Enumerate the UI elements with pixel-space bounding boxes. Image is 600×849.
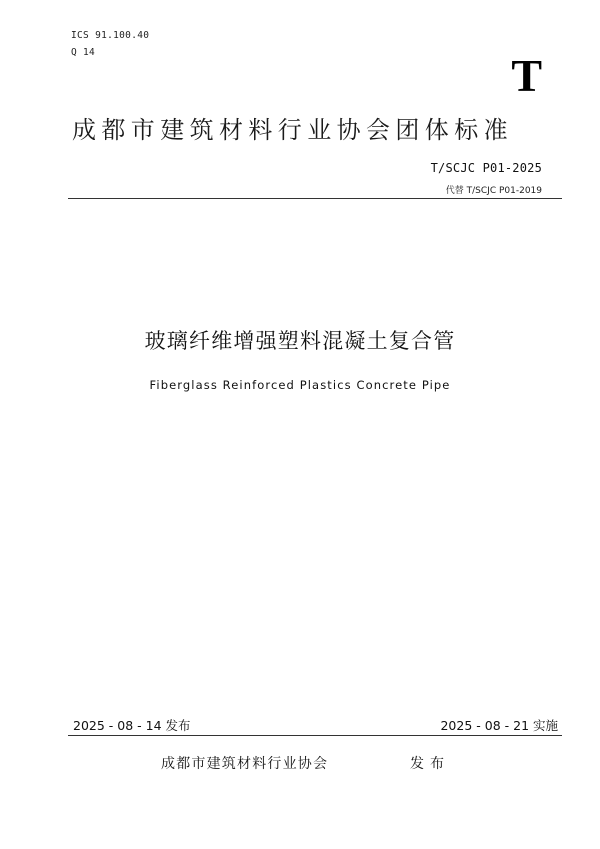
replaced-standard: 代替 T/SCJC P01-2019 [445,186,542,196]
standard-type-mark: T [511,50,542,101]
publisher-name: 成都市建筑材料行业协会 [161,756,329,772]
classification-code: Q 14 [71,47,96,58]
publish-label: 发布 [410,756,450,772]
implementation-date: 2025 - 08 - 21 实施 [440,718,558,733]
issue-date: 2025 - 08 - 14 发布 [73,718,191,733]
ics-code: ICS 91.100.40 [71,30,150,41]
document-title-chinese: 玻璃纤维增强塑料混凝土复合管 [144,329,456,353]
document-title-english: Fiberglass Reinforced Plastics Concrete Pipe [149,378,451,392]
standard-number: T/SCJC P01-2025 [430,161,542,175]
header-divider [68,198,562,199]
organization-standard-title: 成都市建筑材料行业协会团体标准 [72,116,513,144]
footer-divider [68,735,562,736]
